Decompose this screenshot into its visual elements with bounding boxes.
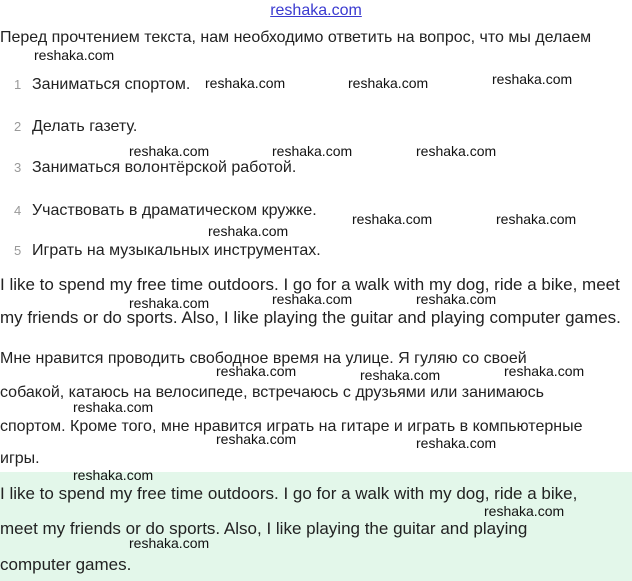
- russian-paragraph-line: Мне нравится проводить свободное время на улице. Я гуляю со своей: [0, 350, 527, 367]
- watermark: reshaka.com: [496, 211, 577, 227]
- watermark: reshaka.com: [272, 291, 353, 307]
- watermark: reshaka.com: [484, 503, 565, 519]
- list-item: [14, 242, 321, 260]
- list-item: [14, 202, 317, 220]
- list-item-number: 5: [14, 243, 22, 258]
- watermark: reshaka.com: [504, 363, 585, 379]
- watermark: reshaka.com: [129, 535, 210, 551]
- watermark: reshaka.com: [416, 143, 497, 159]
- list-item: [14, 159, 296, 177]
- list-item-text: Делать газету.: [32, 118, 138, 135]
- english-paragraph-line: I like to spend my free time outdoors. I go for a walk with my dog, ride a bike, meet: [0, 275, 620, 294]
- list-item: [14, 76, 190, 94]
- site-watermark-link[interactable]: reshaka.com: [270, 2, 362, 19]
- watermark: reshaka.com: [73, 399, 154, 415]
- watermark: reshaka.com: [352, 211, 433, 227]
- watermark: reshaka.com: [360, 367, 441, 383]
- watermark: reshaka.com: [272, 143, 353, 159]
- watermark: reshaka.com: [73, 467, 154, 483]
- watermark: reshaka.com: [205, 75, 286, 91]
- highlighted-paragraph-line: computer games.: [0, 555, 132, 574]
- russian-paragraph-line: спортом. Кроме того, мне нравится играть на гитаре и играть в компьютерные: [0, 418, 583, 435]
- watermark: reshaka.com: [34, 47, 115, 63]
- watermark: reshaka.com: [208, 223, 289, 239]
- list-item-number: 1: [14, 77, 22, 92]
- english-paragraph-line: my friends or do sports. Also, I like playing the guitar and playing computer games.: [0, 308, 621, 327]
- list-item-number: 3: [14, 160, 22, 175]
- list-item-text: Заниматься спортом.: [32, 76, 191, 93]
- list-item-text: Играть на музыкальных инструментах.: [32, 242, 321, 259]
- list-item-text: Заниматься волонтёрской работой.: [32, 159, 297, 176]
- watermark: reshaka.com: [348, 75, 429, 91]
- highlighted-paragraph-line: meet my friends or do sports. Also, I like playing the guitar and playing: [0, 519, 528, 538]
- intro-question: Перед прочтением текста, нам необходимо ответить на вопрос, что мы делаем: [0, 29, 592, 46]
- list-item-text: Участвовать в драматическом кружке.: [32, 202, 317, 219]
- list-item-number: 2: [14, 119, 22, 134]
- watermark: reshaka.com: [416, 435, 497, 451]
- watermark: reshaka.com: [216, 431, 297, 447]
- watermark: reshaka.com: [416, 291, 497, 307]
- watermark: reshaka.com: [216, 363, 297, 379]
- russian-paragraph-line: собакой, катаюсь на велосипеде, встречаюсь с друзьями или занимаюсь: [0, 384, 545, 401]
- list-item: [14, 118, 137, 136]
- russian-paragraph-line: игры.: [0, 450, 40, 467]
- watermark: reshaka.com: [129, 295, 210, 311]
- highlighted-paragraph-line: I like to spend my free time outdoors. I go for a walk with my dog, ride a bike,: [0, 484, 578, 503]
- list-item-number: 4: [14, 203, 22, 218]
- watermark: reshaka.com: [129, 143, 210, 159]
- watermark: reshaka.com: [492, 71, 573, 87]
